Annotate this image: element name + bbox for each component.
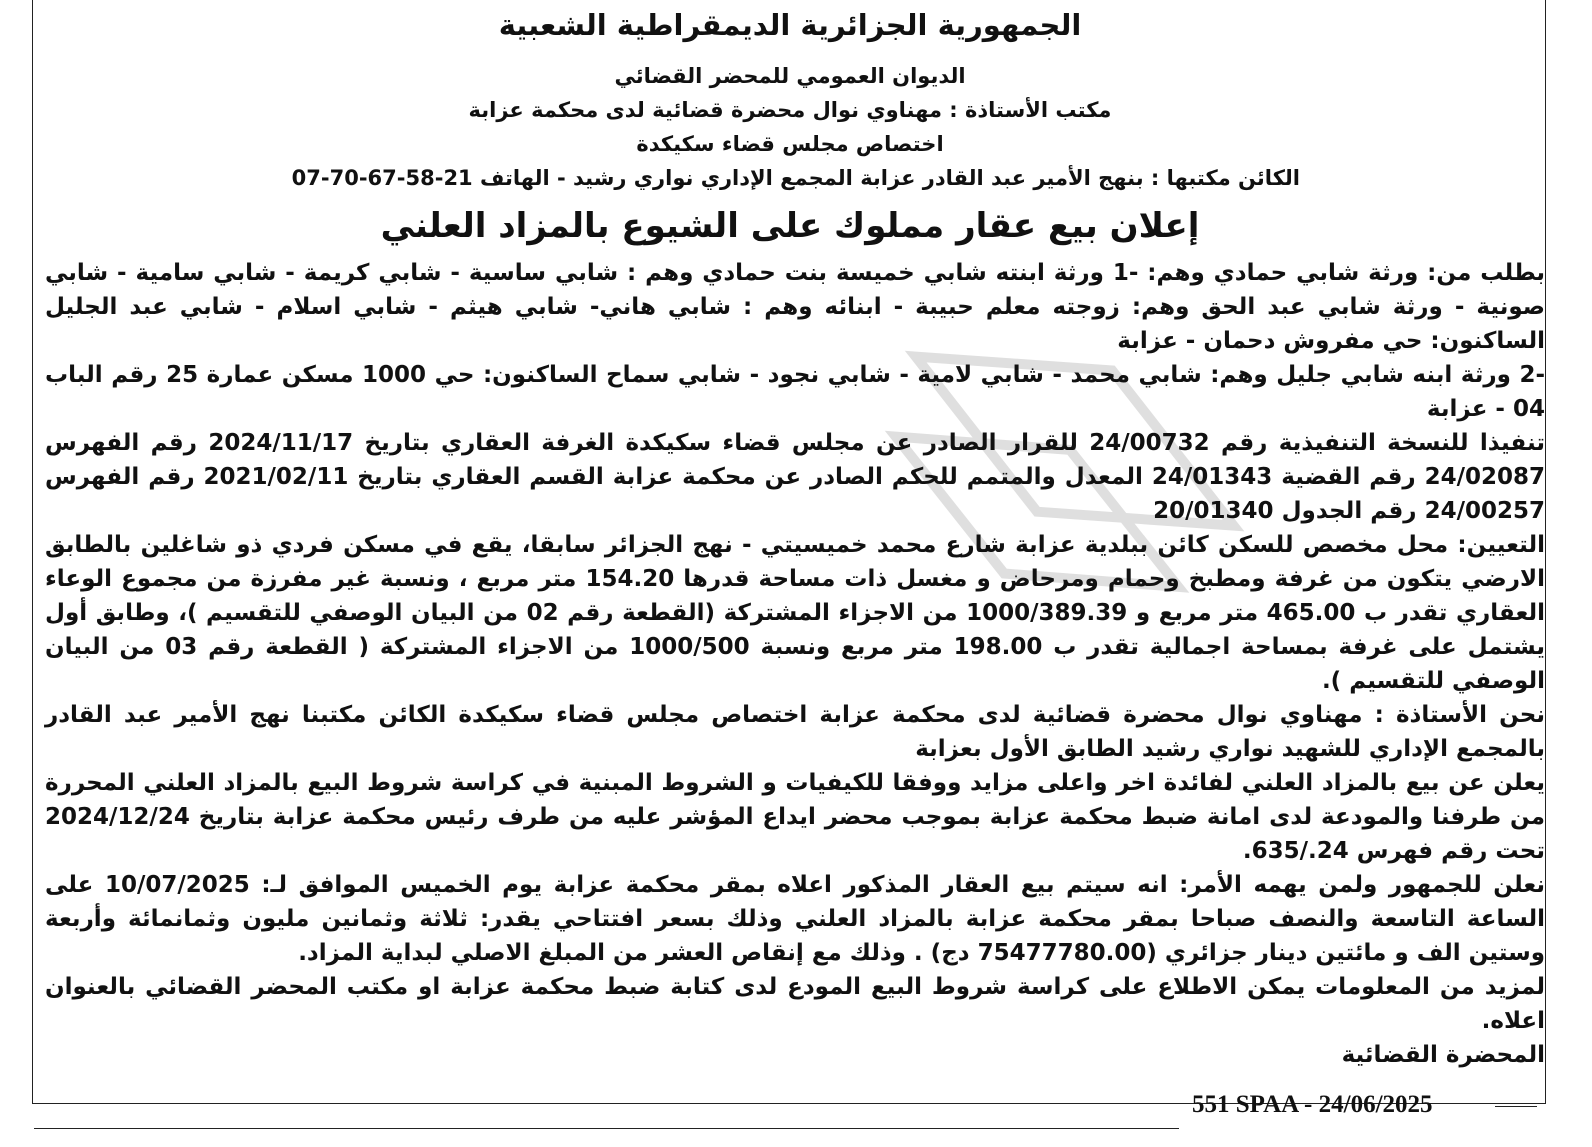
jurisdiction-heading: اختصاص مجلس قضاء سكيكدة (636, 132, 944, 156)
more-info-paragraph: لمزيد من المعلومات يمكن الاطلاع على كراسة شروط البيع المودع لدى كتابة ضبط محكمة عزابة او مكتب المحضر القضائي بالعنوان اعلاه. (45, 974, 1545, 1034)
property-description-paragraph: التعيين: محل مخصص للسكن كائن ببلدية عزابة شارع محمد خميسيتي - نهج الجزائر سابقا، يقع في مسكن فردي ذو شاغلين بالطابق الارضي يتكون من غرفة ومطبخ وحمام ومرحاض و مغسل ذات مساحة قدرها 154.20 متر مربع ، ونسبة غير مفرزة من مجموع الوعاء العقاري تقدر ب 465.00 متر مربع و 1000/389.39 من الاجزاء المشتركة (القطعة رقم 02 من البيان الوصفي للتقسيم )، وطابق أول يشتمل على غرفة بمساحة اجمالية تقدر ب 198.00 متر مربع ونسبة 1000/500 من الاجزاء المشتركة ( القطعة رقم 03 من البيان الوصفي للتقسيم ). (45, 532, 1545, 694)
footer-rule (34, 1128, 1179, 1129)
requesters-paragraph: بطلب من: ورثة شابي حمادي وهم: -1 ورثة ابنته شابي خميسة بنت حمادي وهم : شابي ساسية - شابي كريمة - شابي سامية - شابي صونية - ورثة شابي عبد الحق وهم: زوجته معلم حبيبة - ابنائه وهم : شابي هاني- شابي هيثم - شابي اسلام - شابي عبد الجليل الساكنون: حي مفروش دحمان - عزابة (45, 260, 1545, 354)
cabinet-heading: مكتب الأستاذة : مهناوي نوال محضرة قضائية لدى محكمة عزابة (468, 98, 1112, 122)
sale-announcement-paragraph: يعلن عن بيع بالمزاد العلني لفائدة اخر واعلى مزايد ووفقا للكيفيات و الشروط المبنية في كراسة شروط البيع بالمزاد العلني المحررة من طرفنا والمودعة لدى امانة ضبط محكمة عزابة بموجب محضر ايداع المؤشر عليه من طرف رئيس محكمة عزابة بتاريخ 2024/12/24 تحت رقم فهرس 24./635. (45, 770, 1545, 864)
execution-paragraph: تنفيذا للنسخة التنفيذية رقم 24/00732 للقرار الصادر عن مجلس قضاء سكيكدة الغرفة العقاري بتاريخ 2024/11/17 رقم الفهرس 24/02087 رقم القضية 24/01343 المعدل والمتمم للحكم الصادر عن محكمة عزابة القسم العقاري بتاريخ 2021/02/11 رقم الفهرس 24/00257 رقم الجدول 20/01340 (45, 430, 1545, 524)
republic-heading: الجمهورية الجزائرية الديمقراطية الشعبية (498, 8, 1082, 42)
auction-date-paragraph: نعلن للجمهور ولمن يهمه الأمر: انه سيتم بيع العقار المذكور اعلاه بمقر محكمة عزابة يوم الخميس الموافق لـ: 10/07/2025 على الساعة التاسعة والنصف صباحا بمقر محكمة عزابة بالمزاد العلني وذلك بسعر افتتاحي يقدر: ثلاثة وثمانين مليون وثمانمائة وأربعة وستين الف و مائتين دينار جزائري (75477780.00 دج) . وذلك مع إنقاص العشر من المبلغ الاصلي لبداية المزاد. (45, 872, 1545, 966)
heirs-paragraph: -2 ورثة ابنه شابي جليل وهم: شابي محمد - شابي لامية - شابي نجود - شابي سماح الساكنون: حي 1000 مسكن عمارة 25 رقم الباب 04 - عزابة (45, 362, 1545, 422)
footer-reference: 551 SPAA - 24/06/2025 (1192, 1091, 1433, 1118)
office-heading: الديوان العمومي للمحضر القضائي (614, 64, 966, 88)
bailiff-paragraph: نحن الأستاذة : مهناوي نوال محضرة قضائية لدى محكمة عزابة اختصاص مجلس قضاء سكيكدة الكائن مكتبنا نهج الأمير عبد القادر بالمجمع الإداري للشهيد نواري رشيد الطابق الأول بعزابة (45, 702, 1545, 762)
announcement-title: إعلان بيع عقار مملوك على الشيوع بالمزاد العلني (380, 206, 1200, 246)
signature: المحضرة القضائية (1341, 1042, 1545, 1068)
announcement-body (45, 256, 1545, 1072)
office-address: الكائن مكتبها : بنهج الأمير عبد القادر عزابة المجمع الإداري نواري رشيد - الهاتف 21-58-67-70-07 (291, 166, 1300, 190)
footer-rule-right (1495, 1106, 1537, 1107)
